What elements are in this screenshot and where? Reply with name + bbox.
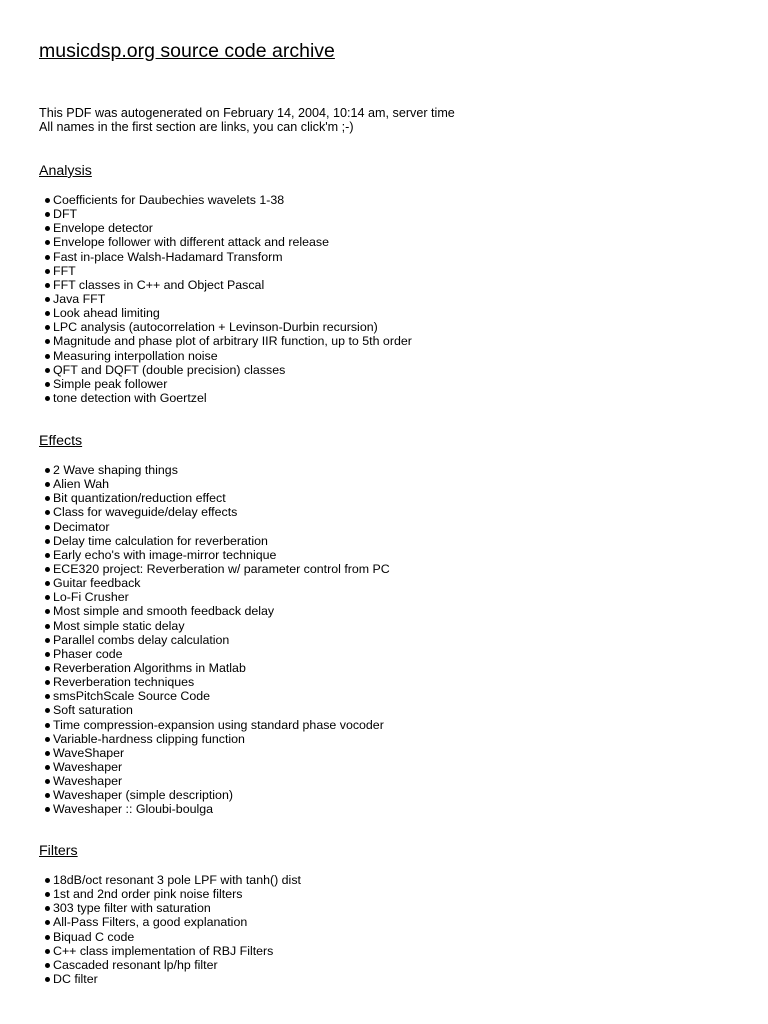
analysis-item-link[interactable]: Coefficients for Daubechies wavelets 1-38 [53,193,285,207]
bullet-icon [45,793,50,798]
effects-item-link[interactable]: ECE320 project: Reverberation w/ parameter control from PC [53,561,390,576]
effects-item-link[interactable]: Time compression-expansion using standard phase vocoder [53,717,384,732]
bullet-icon [45,269,50,274]
analysis-list-item[interactable] [39,193,412,207]
effects-item-link[interactable]: Alien Wah [53,477,110,492]
bullet-icon [45,892,50,897]
analysis-list-item[interactable] [39,292,412,306]
bullet-icon [45,368,50,373]
section-title-effects[interactable]: Effects [39,433,83,449]
effects-list-item[interactable] [39,675,390,689]
analysis-list-item[interactable] [39,264,412,278]
intro-line-links-note: All names in the first section are links, you can click'm ;-) [39,120,354,134]
analysis-list-item[interactable] [39,306,412,320]
bullet-icon [45,694,50,699]
effects-item-link[interactable]: Most simple static delay [53,618,185,633]
analysis-list-item[interactable] [39,391,412,405]
effects-list-item[interactable] [39,505,390,519]
effects-item-link[interactable]: Reverberation Algorithms in Matlab [53,660,246,675]
bullet-icon [45,949,50,954]
bullet-icon [45,553,50,558]
bullet-icon [45,652,50,657]
bullet-icon [45,198,50,203]
analysis-list [39,193,412,405]
effects-list-item[interactable] [39,633,390,647]
effects-item-link[interactable]: 2 Wave shaping things [53,463,178,477]
bullet-icon [45,963,50,968]
effects-item-link[interactable]: Delay time calculation for reverberation [53,533,268,548]
analysis-item-link[interactable]: Java FFT [53,291,106,306]
filters-list [39,873,301,986]
bullet-icon [45,354,50,359]
analysis-item-link[interactable]: DFT [53,207,78,222]
analysis-list-item[interactable] [39,334,412,348]
effects-list-item[interactable] [39,802,390,816]
bullet-icon [45,396,50,401]
analysis-list-item[interactable] [39,377,412,391]
intro-line-generated: This PDF was autogenerated on February 14, 2004, 10:14 am, server time [39,106,455,120]
bullet-icon [45,525,50,530]
bullet-icon [45,595,50,600]
section-title-filters[interactable]: Filters [39,843,78,859]
bullet-icon [45,567,50,572]
bullet-icon [45,723,50,728]
bullet-icon [45,751,50,756]
effects-item-link[interactable]: Decimator [53,519,110,534]
bullet-icon [45,482,50,487]
analysis-list-item[interactable] [39,221,412,235]
filters-list-item[interactable] [39,873,301,887]
bullet-icon [45,468,50,473]
section-filters [39,842,301,986]
effects-item-link[interactable]: Waveshaper [53,774,123,789]
bullet-icon [45,638,50,643]
analysis-list-item[interactable] [39,250,412,264]
bullet-icon [45,666,50,671]
bullet-icon [45,878,50,883]
effects-item-link[interactable]: Waveshaper (simple description) [53,788,233,803]
effects-item-link[interactable]: WaveShaper [53,745,125,760]
section-effects [39,432,390,817]
effects-item-link[interactable]: smsPitchScale Source Code [53,689,211,704]
effects-list-item[interactable] [39,619,390,633]
bullet-icon [45,935,50,940]
filters-item-link[interactable]: 18dB/oct resonant 3 pole LPF with tanh() dist [53,873,301,887]
analysis-item-link[interactable]: Look ahead limiting [53,306,160,321]
bullet-icon [45,906,50,911]
filters-item-link[interactable]: C++ class implementation of RBJ Filters [53,943,274,958]
bullet-icon [45,226,50,231]
bullet-icon [45,311,50,316]
bullet-icon [45,624,50,629]
bullet-icon [45,339,50,344]
effects-list-item[interactable] [39,548,390,562]
analysis-list-item[interactable] [39,349,412,363]
effects-item-link[interactable]: Soft saturation [53,703,133,718]
bullet-icon [45,496,50,501]
effects-list [39,463,390,817]
filters-list-item[interactable] [39,901,301,915]
bullet-icon [45,680,50,685]
bullet-icon [45,539,50,544]
effects-list-item[interactable] [39,463,390,477]
analysis-item-link[interactable]: Measuring interpollation noise [53,348,218,363]
analysis-item-link[interactable]: tone detection with Goertzel [53,390,207,405]
effects-item-link[interactable]: Phaser code [53,646,123,661]
filters-list-item[interactable] [39,887,301,901]
effects-list-item[interactable] [39,703,390,717]
effects-item-link[interactable]: Lo-Fi Crusher [53,590,129,605]
filters-item-link[interactable]: 1st and 2nd order pink noise filters [53,887,243,902]
effects-item-link[interactable]: Waveshaper :: Gloubi-boulga [53,802,214,817]
analysis-item-link[interactable]: Simple peak follower [53,376,168,391]
bullet-icon [45,240,50,245]
bullet-icon [45,510,50,515]
bullet-icon [45,920,50,925]
analysis-list-item[interactable] [39,320,412,334]
effects-item-link[interactable]: Most simple and smooth feedback delay [53,604,275,619]
bullet-icon [45,581,50,586]
bullet-icon [45,708,50,713]
effects-item-link[interactable]: Variable-hardness clipping function [53,731,245,746]
analysis-item-link[interactable]: Envelope detector [53,221,153,236]
analysis-item-link[interactable]: Envelope follower with different attack and release [53,235,329,250]
effects-list-item[interactable] [39,732,390,746]
analysis-item-link[interactable]: LPC analysis (autocorrelation + Levinson-Durbin recursion) [53,320,378,335]
filters-item-link[interactable]: Biquad C code [53,929,135,944]
effects-list-item[interactable] [39,788,390,802]
bullet-icon [45,325,50,330]
effects-list-item[interactable] [39,647,390,661]
document-title[interactable]: musicdsp.org source code archive [39,40,335,62]
filters-item-link[interactable]: DC filter [53,971,98,986]
effects-item-link[interactable]: Reverberation techniques [53,675,195,690]
effects-list-item[interactable] [39,534,390,548]
effects-list-item[interactable] [39,604,390,618]
filters-list-item[interactable] [39,944,301,958]
effects-list-item[interactable] [39,520,390,534]
effects-list-item[interactable] [39,562,390,576]
analysis-item-link[interactable]: Magnitude and phase plot of arbitrary IIR function, up to 5th order [53,334,412,349]
analysis-item-link[interactable]: FFT classes in C++ and Object Pascal [53,277,265,292]
analysis-item-link[interactable]: FFT [53,263,76,278]
bullet-icon [45,765,50,770]
effects-list-item[interactable] [39,661,390,675]
effects-list-item[interactable] [39,590,390,604]
filters-item-link[interactable]: All-Pass Filters, a good explanation [53,915,248,930]
filters-list-item[interactable] [39,958,301,972]
filters-list-item[interactable] [39,972,301,986]
filters-list-item[interactable] [39,930,301,944]
filters-list-item[interactable] [39,915,301,929]
bullet-icon [45,382,50,387]
analysis-list-item[interactable] [39,363,412,377]
bullet-icon [45,807,50,812]
effects-list-item[interactable] [39,689,390,703]
effects-list-item[interactable] [39,760,390,774]
effects-list-item[interactable] [39,774,390,788]
analysis-list-item[interactable] [39,207,412,221]
effects-list-item[interactable] [39,477,390,491]
section-title-analysis[interactable]: Analysis [39,163,92,179]
effects-item-link[interactable]: Waveshaper [53,759,123,774]
analysis-list-item[interactable] [39,235,412,249]
effects-list-item[interactable] [39,746,390,760]
filters-item-link[interactable]: Cascaded resonant lp/hp filter [53,957,218,972]
effects-item-link[interactable]: Class for waveguide/delay effects [53,505,238,520]
bullet-icon [45,977,50,982]
analysis-item-link[interactable]: QFT and DQFT (double precision) classes [53,362,286,377]
effects-item-link[interactable]: Parallel combs delay calculation [53,632,230,647]
bullet-icon [45,779,50,784]
effects-list-item[interactable] [39,718,390,732]
bullet-icon [45,737,50,742]
effects-list-item[interactable] [39,576,390,590]
bullet-icon [45,609,50,614]
analysis-item-link[interactable]: Fast in-place Walsh-Hadamard Transform [53,249,283,264]
effects-item-link[interactable]: Early echo's with image-mirror technique [53,547,277,562]
bullet-icon [45,255,50,260]
bullet-icon [45,297,50,302]
effects-item-link[interactable]: Guitar feedback [53,576,141,591]
intro-text [39,106,455,134]
analysis-list-item[interactable] [39,278,412,292]
bullet-icon [45,212,50,217]
section-analysis [39,162,412,405]
effects-item-link[interactable]: Bit quantization/reduction effect [53,491,226,506]
bullet-icon [45,283,50,288]
filters-item-link[interactable]: 303 type filter with saturation [53,901,211,916]
effects-list-item[interactable] [39,491,390,505]
